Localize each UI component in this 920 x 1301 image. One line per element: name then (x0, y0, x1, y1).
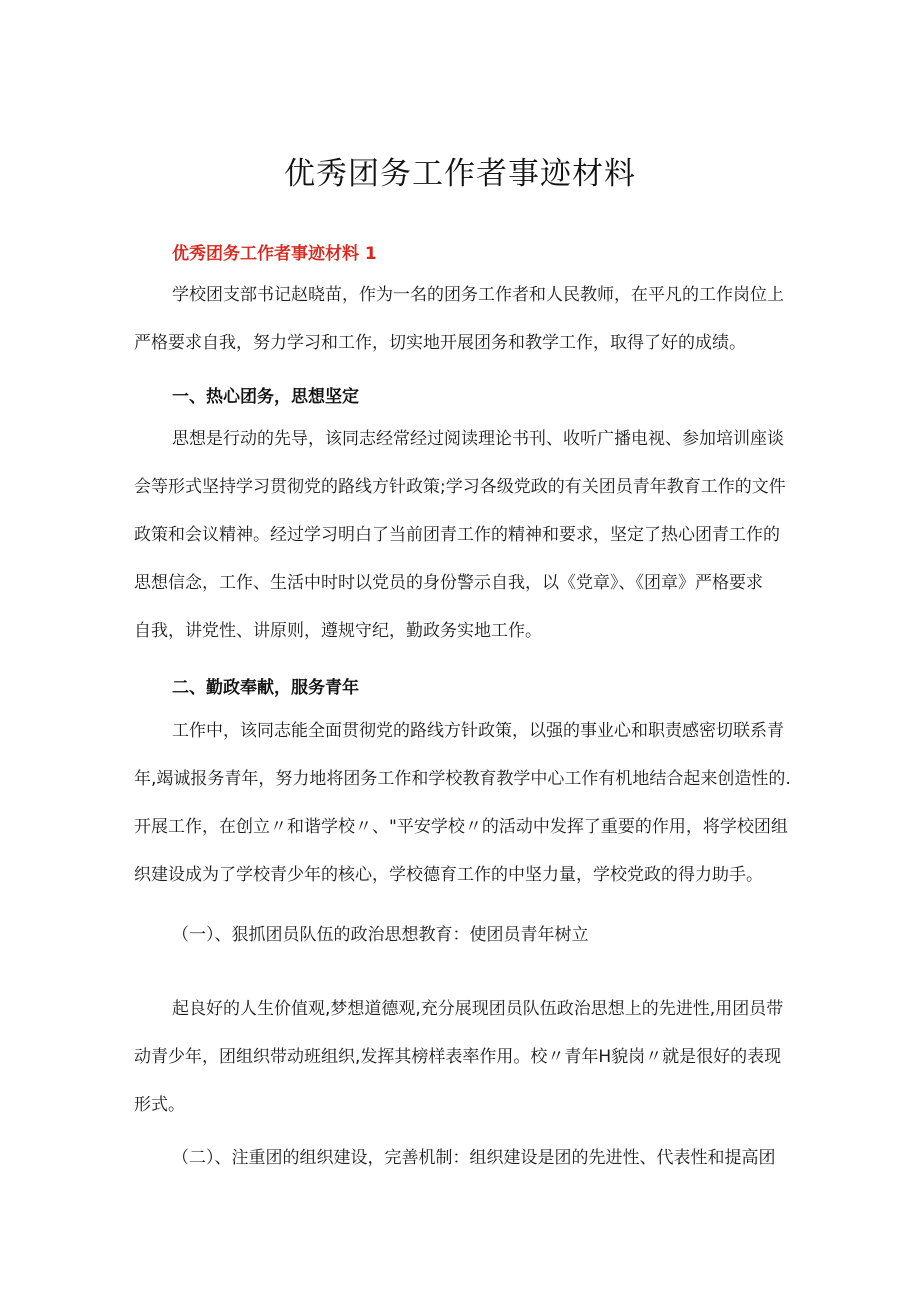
paragraph-line: 动青少年，团组织带动班组织,发挥其榜样表率作用。校〃青年H貌岗〃就是很好的表现 (134, 1047, 782, 1067)
document-title: 优秀团务工作者事迹材料 (284, 156, 636, 192)
paragraph-line: 工作中，该同志能全面贯彻党的路线方针政策，以强的事业心和职责感密切联系青 (172, 721, 784, 741)
subsection-1-paragraph (134, 985, 794, 1129)
paragraph-line: 学校团支部书记赵晓苗，作为一名的团务工作者和人民教师，在平凡的工作岗位上 (172, 285, 784, 305)
subsection-2-heading: （二）、注重团的组织建设，完善机制：组织建设是团的先进性、代表性和提高团 (172, 1148, 776, 1168)
section-1-paragraph (134, 415, 794, 655)
section-2-paragraph (134, 707, 794, 899)
paragraph-line: 政策和会议精神。经过学习明白了当前团青工作的精神和要求，坚定了热心团青工作的 (134, 525, 780, 545)
paragraph-line: 织建设成为了学校青少年的核心，学校德育工作的中坚力量，学校党政的得力助手。 (134, 865, 763, 885)
paragraph-line: 思想信念，工作、生活中时时以党员的身份警示自我，以《党章》、《团章》严格要求 (134, 573, 763, 593)
paragraph-line: 思想是行动的先导，该同志经常经过阅读理论书刊、收听广播电视、参加培训座谈 (172, 429, 784, 449)
paragraph-line: 严格要求自我，努力学习和工作，切实地开展团务和教学工作，取得了好的成绩。 (134, 333, 746, 353)
section-1-heading: 一、热心团务，思想坚定 (172, 387, 359, 407)
paragraph-line: 自我，讲党性、讲原则，遵规守纪，勤政务实地工作。 (134, 621, 542, 641)
paragraph-line: 形式。 (134, 1095, 185, 1115)
paragraph-line: 会等形式坚持学习贯彻党的路线方针政策;学习各级党政的有关团员青年教育工作的文件 (134, 477, 786, 497)
section-label: 优秀团务工作者事迹材料 1 (172, 244, 377, 264)
subsection-1-heading: （一）、狠抓团员队伍的政治思想教育：使团员青年树立 (172, 925, 589, 945)
paragraph-line: 开展工作，在创立〃和谐学校〃、"平安学校〃的活动中发挥了重要的作用，将学校团组 (134, 817, 788, 837)
paragraph-line: 年,竭诚报务青年，努力地将团务工作和学校教育教学中心工作有机地结合起来创造性的. (134, 769, 791, 789)
section-2-heading: 二、勤政奉献，服务青年 (172, 678, 359, 698)
intro-paragraph (134, 271, 794, 367)
paragraph-line: 起良好的人生价值观,梦想道德观,充分展现团员队伍政治思想上的先进性,用团员带 (172, 999, 784, 1019)
